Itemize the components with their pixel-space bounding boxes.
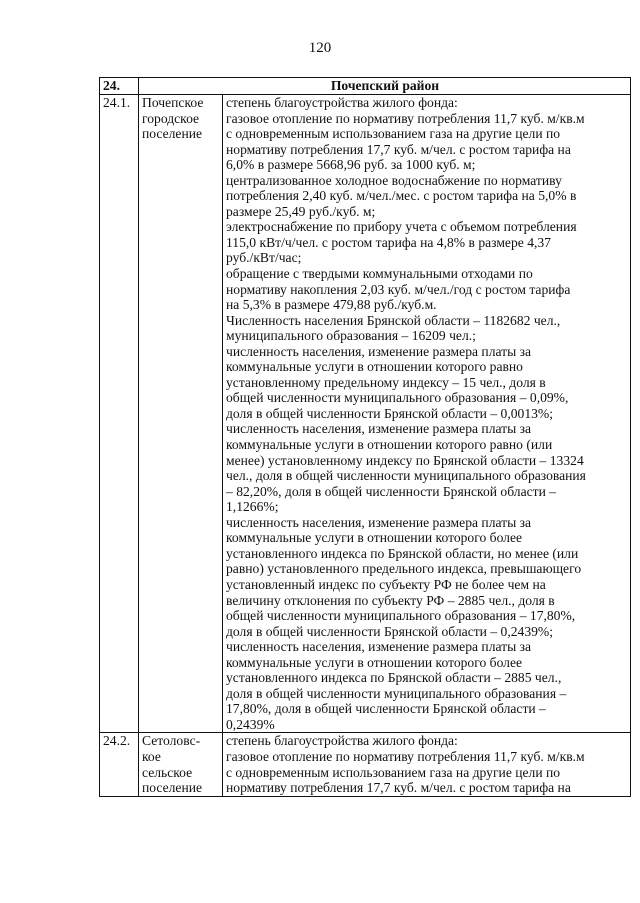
table-row-24-1 xyxy=(100,95,631,733)
text-line: нормативу потребления 17,7 куб. м/чел. с ростом тарифа на xyxy=(226,780,571,796)
text-line: равно) установленного предельного индекса, превышающего xyxy=(226,561,582,577)
text-line: коммунальные услуги в отношении которого равно xyxy=(226,359,523,375)
municipality-name-line: Сетоловс- xyxy=(142,733,201,749)
text-line: Численность населения Брянской области – 1182682 чел., xyxy=(226,312,561,328)
text-line: степень благоустройства жилого фонда: xyxy=(226,95,458,110)
text-line: установленного индекса по Брянской области, но менее (или xyxy=(226,545,579,561)
section-number: 24. xyxy=(100,78,139,95)
text-line: коммунальные услуги в отношении которого более xyxy=(226,530,523,546)
text-line: общей численности муниципального образования – 17,80%, xyxy=(226,608,576,624)
tariff-table xyxy=(99,77,631,797)
text-line: обращение с твердыми коммунальными отходами по xyxy=(226,266,533,282)
text-line: 17,80%, доля в общей численности Брянской области – xyxy=(226,701,546,717)
text-line: 115,0 кВт/ч/чел. с ростом тарифа на 4,8% в размере 4,37 xyxy=(226,234,551,250)
text-line: установленный индекс по субъекту РФ не более чем на xyxy=(226,576,546,592)
text-line: электроснабжение по прибору учета с объемом потребления xyxy=(226,219,577,235)
text-line: нормативу накопления 2,03 куб. м/чел./год с ростом тарифа xyxy=(226,281,571,297)
text-line: централизованное холодное водоснабжение по нормативу xyxy=(226,172,562,188)
municipality-name-line: поселение xyxy=(142,126,203,142)
description-cell xyxy=(223,733,631,796)
text-line: доля в общей численности Брянской области – 0,0013%; xyxy=(226,405,554,421)
municipality-cell xyxy=(139,95,223,733)
text-line: численность населения, изменение размера платы за xyxy=(226,514,532,530)
text-line: коммунальные услуги в отношении которого равно (или xyxy=(226,437,553,453)
municipality-name-line: поселение xyxy=(142,780,203,796)
municipality-name-line: городское xyxy=(142,110,200,126)
text-line: газовое отопление по нормативу потребления 11,7 куб. м/кв.м xyxy=(226,748,585,764)
text-line: численность населения, изменение размера платы за xyxy=(226,639,532,655)
text-line: 0,2439% xyxy=(226,716,275,732)
text-line: руб./кВт/час; xyxy=(226,250,302,266)
text-line: размере 25,49 руб./куб. м; xyxy=(226,203,376,219)
text-line: доля в общей численности муниципального образования – xyxy=(226,685,567,701)
row-number: 24.1. xyxy=(100,95,139,733)
municipality-cell xyxy=(139,733,223,796)
text-line: величину отклонения по субъекту РФ – 2885 чел., доля в xyxy=(226,592,555,608)
municipality-name-line: Почепское xyxy=(142,95,204,110)
text-line: потребления 2,40 куб. м/чел./мес. с ростом тарифа на 5,0% в xyxy=(226,188,577,204)
text-line: коммунальные услуги в отношении которого более xyxy=(226,654,523,670)
text-line: с одновременным использованием газа на другие цели по xyxy=(226,764,561,780)
text-line: установленного индекса по Брянской области – 2885 чел., xyxy=(226,670,562,686)
text-line: на 5,3% в размере 479,88 руб./куб.м. xyxy=(226,297,437,313)
municipality-name-line: кое xyxy=(142,748,161,764)
text-line: – 82,20%, доля в общей численности Брянской области – xyxy=(226,483,557,499)
page-number: 120 xyxy=(308,40,332,56)
table-row-24-2 xyxy=(100,733,631,796)
text-line: установленному предельному индексу – 15 чел., доля в xyxy=(226,374,546,390)
text-line: нормативу потребления 17,7 куб. м/чел. с ростом тарифа на xyxy=(226,141,571,157)
text-line: менее) установленному индексу по Брянской области – 13324 xyxy=(226,452,584,468)
text-line: общей численности муниципального образования – 0,09%, xyxy=(226,390,569,406)
section-title: Почепский район xyxy=(139,78,631,95)
text-line: 1,1266%; xyxy=(226,499,279,515)
section-header-row xyxy=(100,78,631,95)
row-number: 24.2. xyxy=(100,733,139,796)
text-line: численность населения, изменение размера платы за xyxy=(226,343,532,359)
text-line: 6,0% в размере 5668,96 руб. за 1000 куб. м; xyxy=(226,157,476,173)
text-line: степень благоустройства жилого фонда: xyxy=(226,733,458,749)
text-line: чел., доля в общей численности муниципального образования xyxy=(226,468,586,484)
text-line: с одновременным использованием газа на другие цели по xyxy=(226,126,561,142)
description-cell xyxy=(223,95,631,733)
municipality-name-line: сельское xyxy=(142,764,193,780)
text-line: доля в общей численности Брянской области – 0,2439%; xyxy=(226,623,554,639)
text-line: газовое отопление по нормативу потребления 11,7 куб. м/кв.м xyxy=(226,110,585,126)
text-line: муниципального образования – 16209 чел.; xyxy=(226,328,476,344)
text-line: численность населения, изменение размера платы за xyxy=(226,421,532,437)
